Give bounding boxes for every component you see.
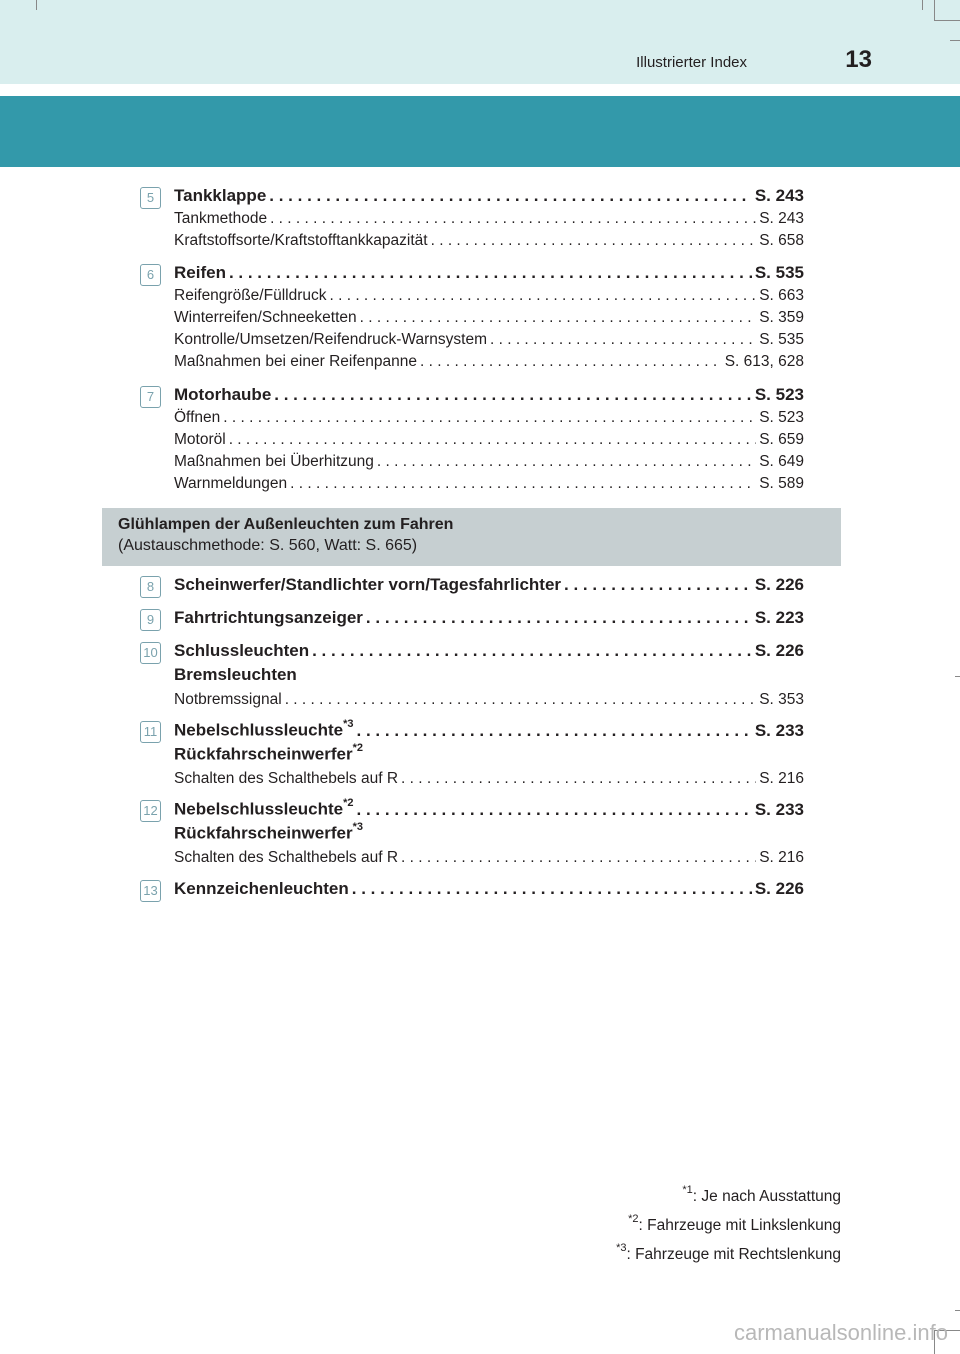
blue-banner — [0, 96, 960, 167]
entry-sub-label: Tankmethode — [174, 210, 268, 227]
page-ref: S. 233 — [754, 799, 804, 819]
page-ref: S. 353 — [759, 691, 804, 708]
entry-title: Nebelschlussleuchte$^{*3}$ — [174, 718, 354, 740]
page-ref: S. 663 — [759, 287, 804, 304]
entry-sub-label: Maßnahmen bei einer Reifenpanne — [174, 353, 417, 370]
footnote-mark: *3 — [352, 821, 363, 833]
item-number-badge: 8 — [140, 576, 161, 598]
item-number-badge: 10 — [140, 642, 161, 664]
section-header — [102, 508, 841, 566]
index-entry — [174, 608, 804, 632]
entry-sub-label: Notbremssignal — [174, 691, 282, 708]
page-ref: S. 649 — [759, 453, 804, 470]
footnote-text: : Fahrzeuge mit Rechtslenkung — [626, 1246, 841, 1264]
header-band — [0, 0, 960, 84]
item-number-badge: 5 — [140, 187, 161, 209]
entry-title: Scheinwerfer/Standlichter vorn/Tagesfahrlichter — [174, 575, 562, 594]
watermark: carmanualsonline.info — [733, 1320, 948, 1345]
index-entry — [174, 799, 804, 871]
page-ref: S. 223 — [754, 608, 804, 627]
header-title: Illustrierter Index — [636, 54, 747, 71]
footnote-text: : Je nach Ausstattung — [692, 1188, 841, 1206]
footnote-mark: *3 — [343, 718, 354, 730]
entry-sub-label: Öffnen — [174, 409, 221, 426]
page-ref: S. 226 — [754, 575, 804, 594]
entry-sub-label: Schalten des Schalthebels auf R — [174, 849, 399, 866]
entry-title: Motorhaube — [174, 385, 272, 404]
page-ref: S. 243 — [759, 210, 804, 227]
page-ref: S. 535 — [759, 331, 804, 348]
entry-title-secondary: Bremsleuchten — [174, 665, 297, 684]
entry-title: Fahrtrichtungsanzeiger — [174, 608, 363, 627]
page-ref: S. 216 — [759, 770, 804, 787]
entry-title-secondary: Rückfahrscheinwerfer$^{*2}$ — [174, 742, 363, 764]
page-ref: S. 613, 628 — [724, 353, 804, 370]
page-ref: S. 243 — [754, 186, 804, 205]
entry-sub-label: Kraftstoffsorte/Kraftstofftankkapazität — [174, 232, 428, 249]
footnote-mark: *1 — [682, 1184, 693, 1196]
crop-mark — [36, 0, 37, 10]
crop-mark — [934, 20, 960, 21]
index-entry — [174, 879, 804, 903]
index-entry — [174, 385, 804, 497]
entry-sub-label: Motoröl — [174, 431, 226, 448]
section-subtitle: (Austauschmethode: S. 560, Watt: S. 665) — [118, 537, 418, 554]
page-ref: S. 226 — [754, 879, 804, 898]
page-ref: S. 535 — [754, 263, 804, 282]
entry-sub-label: Schalten des Schalthebels auf R — [174, 770, 399, 787]
page-ref: S. 226 — [754, 641, 804, 660]
entry-title: Reifen — [174, 263, 226, 282]
entry-title: Kennzeichenleuchten — [174, 879, 349, 898]
item-number-badge: 6 — [140, 264, 161, 286]
footnote — [616, 1209, 841, 1238]
index-entry — [174, 641, 804, 713]
footnote-text: : Fahrzeuge mit Linkslenkung — [638, 1217, 841, 1235]
footnote — [616, 1180, 841, 1209]
index-entry — [174, 575, 804, 599]
entry-sub-label: Reifengröße/Fülldruck — [174, 287, 327, 304]
footnote-mark: *3 — [616, 1242, 627, 1255]
page-number: 13 — [845, 46, 872, 73]
index-entry — [174, 263, 804, 375]
page-ref: S. 216 — [759, 849, 804, 866]
item-number-badge: 13 — [140, 880, 161, 902]
footnote — [616, 1238, 841, 1267]
footnote-mark: *2 — [628, 1213, 639, 1226]
crop-mark — [950, 40, 960, 41]
footnotes — [616, 1180, 841, 1267]
crop-mark — [922, 0, 923, 10]
entry-title: Tankklappe — [174, 186, 267, 205]
item-number-badge: 9 — [140, 609, 161, 631]
item-number-badge: 7 — [140, 386, 161, 408]
index-entry — [174, 186, 804, 254]
entry-title-secondary: Rückfahrscheinwerfer$^{*3}$ — [174, 821, 363, 843]
footnote-mark: *2 — [343, 797, 354, 809]
page-ref: S. 658 — [759, 232, 804, 249]
crop-mark — [955, 676, 960, 677]
entry-sub-label: Maßnahmen bei Überhitzung — [174, 453, 374, 470]
page-ref: S. 589 — [759, 475, 804, 492]
page-ref: S. 523 — [754, 385, 804, 404]
crop-mark — [955, 1310, 960, 1311]
page-ref: S. 359 — [759, 309, 804, 326]
entry-sub-label: Winterreifen/Schneeketten — [174, 309, 357, 326]
page-ref: S. 233 — [754, 720, 804, 740]
crop-mark — [934, 0, 935, 20]
entry-title: Schlussleuchten — [174, 641, 310, 660]
index-entry — [174, 720, 804, 792]
footnote-mark: *2 — [352, 742, 363, 754]
page-ref: S. 523 — [759, 409, 804, 426]
section-title: Glühlampen der Außenleuchten zum Fahren — [118, 516, 454, 533]
item-number-badge: 11 — [140, 721, 161, 743]
entry-title: Nebelschlussleuchte$^{*2}$ — [174, 797, 354, 819]
item-number-badge: 12 — [140, 800, 161, 822]
page-ref: S. 659 — [759, 431, 804, 448]
entry-sub-label: Kontrolle/Umsetzen/Reifendruck-Warnsystem — [174, 331, 487, 348]
entry-sub-label: Warnmeldungen — [174, 475, 288, 492]
